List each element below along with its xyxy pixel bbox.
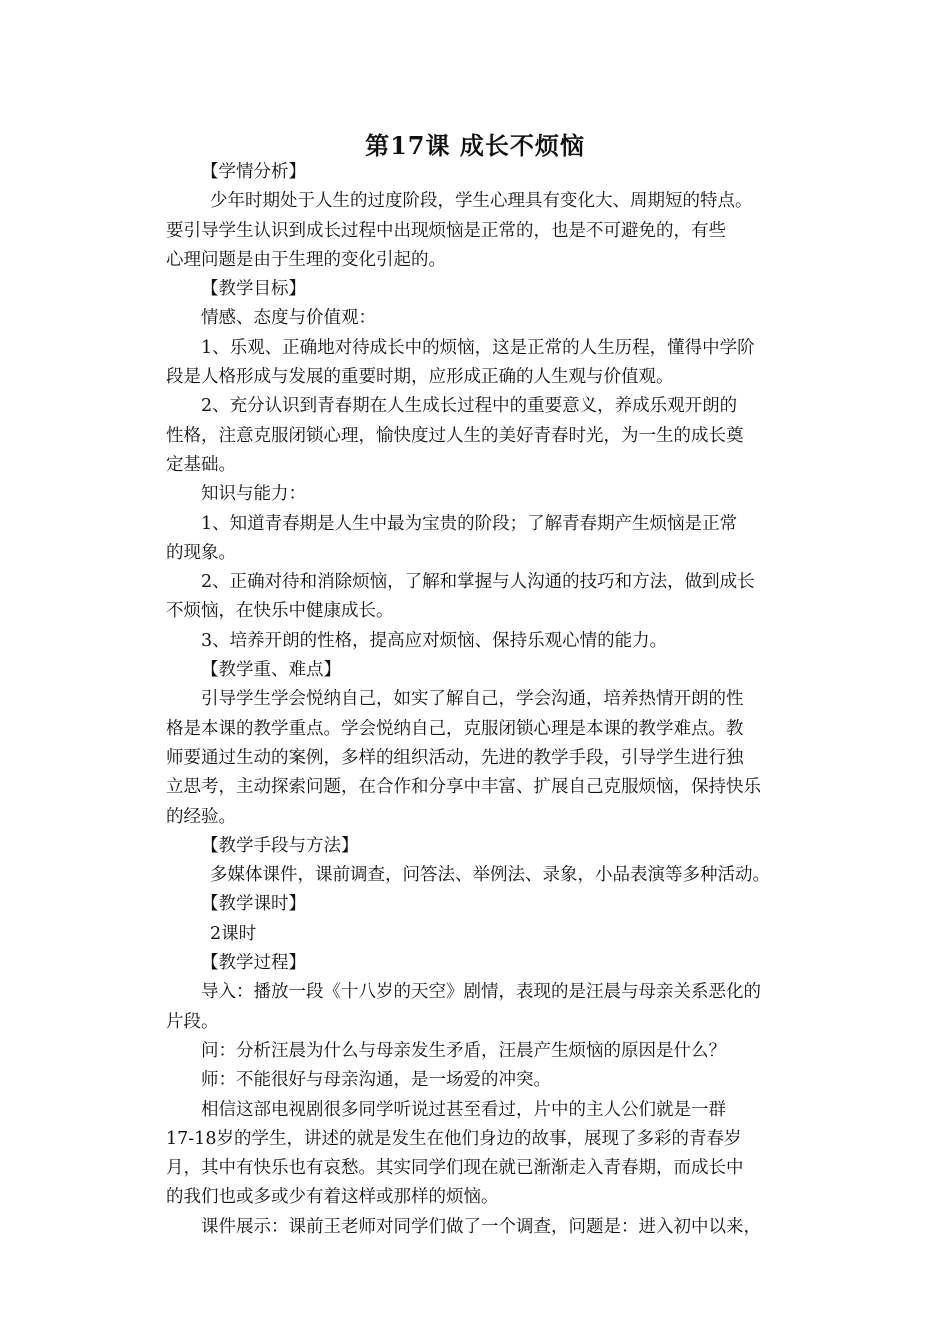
paragraph-line: 3、培养开朗的性格，提高应对烦恼、保持乐观心情的能力。 <box>201 630 668 651</box>
paragraph-line: 2、充分认识到青春期在人生成长过程中的重要意义，养成乐观开朗的 <box>201 396 738 417</box>
paragraph-line: 多媒体课件，课前调查，问答法、举例法、录象，小品表演等多种活动。 <box>210 865 770 886</box>
paragraph-line: 不烦恼，在快乐中健康成长。 <box>166 601 394 622</box>
paragraph-line: 心理问题是由于生理的变化引起的。 <box>166 249 446 270</box>
paragraph-line: 少年时期处于人生的过度阶段，学生心理具有变化大、周期短的特点。 <box>210 191 753 212</box>
paragraph-line: 片段。 <box>166 1011 219 1032</box>
paragraph-line: 要引导学生认识到成长过程中出现烦恼是正常的，也是不可避免的，有些 <box>166 220 726 241</box>
paragraph-line: 师要通过生动的案例，多样的组织活动，先进的教学手段，引导学生进行独 <box>166 747 744 768</box>
section-heading: 【学情分析】 <box>201 162 306 182</box>
paragraph-line: 定基础。 <box>166 454 236 475</box>
section-heading: 【教学过程】 <box>201 953 306 974</box>
paragraph-line: 导入：播放一段《十八岁的天空》剧情，表现的是汪晨与母亲关系恶化的 <box>201 982 761 1003</box>
paragraph-line: 段是人格形成与发展的重要时期，应形成正确的人生观与价值观。 <box>166 367 674 388</box>
paragraph-line: 问：分析汪晨为什么与母亲发生矛盾，汪晨产生烦恼的原因是什么？ <box>201 1040 726 1061</box>
page-title: 第17课 成长不烦恼 <box>365 131 585 160</box>
section-heading: 【教学课时】 <box>201 894 306 915</box>
paragraph-line: 月，其中有快乐也有哀愁。其实同学们现在就已渐渐走入青春期，而成长中 <box>166 1158 744 1179</box>
paragraph-line: 17-18岁的学生，讲述的就是发生在他们身边的故事，展现了多彩的青春岁 <box>166 1128 742 1149</box>
paragraph-line: 2、正确对待和消除烦恼，了解和掌握与人沟通的技巧和方法，做到成长 <box>201 572 755 593</box>
document-body <box>166 158 806 1242</box>
paragraph-line: 的我们也或多或少有着这样或那样的烦恼。 <box>166 1187 499 1208</box>
paragraph-line: 的经验。 <box>166 806 236 827</box>
section-heading: 【教学手段与方法】 <box>201 835 359 856</box>
paragraph-line: 性格，注意克服闭锁心理，愉快度过人生的美好青春时光，为一生的成长奠 <box>166 425 744 446</box>
paragraph-line: 情感、态度与价值观： <box>201 308 376 329</box>
paragraph-line: 1、乐观、正确地对待成长中的烦恼，这是正常的人生历程，懂得中学阶 <box>201 337 755 358</box>
section-heading: 【教学目标】 <box>201 279 306 300</box>
paragraph-line: 课件展示：课前王老师对同学们做了一个调查，问题是：进入初中以来， <box>201 1216 761 1237</box>
paragraph-line: 立思考，主动探索问题，在合作和分享中丰富、扩展自己克服烦恼，保持快乐 <box>166 777 761 798</box>
paragraph-line: 的现象。 <box>166 542 236 563</box>
paragraph-line: 2课时 <box>210 923 257 944</box>
paragraph-line: 师：不能很好与母亲沟通，是一场爱的冲突。 <box>201 1070 551 1091</box>
paragraph-line: 格是本课的教学重点。学会悦纳自己，克服闭锁心理是本课的教学难点。教 <box>166 718 744 739</box>
paragraph-line: 1、知道青春期是人生中最为宝贵的阶段；了解青春期产生烦恼是正常 <box>201 513 738 534</box>
section-heading: 【教学重、难点】 <box>201 660 341 681</box>
paragraph-line: 引导学生学会悦纳自己，如实了解自己，学会沟通，培养热情开朗的性 <box>201 689 744 710</box>
paragraph-line: 相信这部电视剧很多同学听说过甚至看过，片中的主人公们就是一群 <box>201 1099 726 1120</box>
paragraph-line: 知识与能力： <box>201 484 306 505</box>
